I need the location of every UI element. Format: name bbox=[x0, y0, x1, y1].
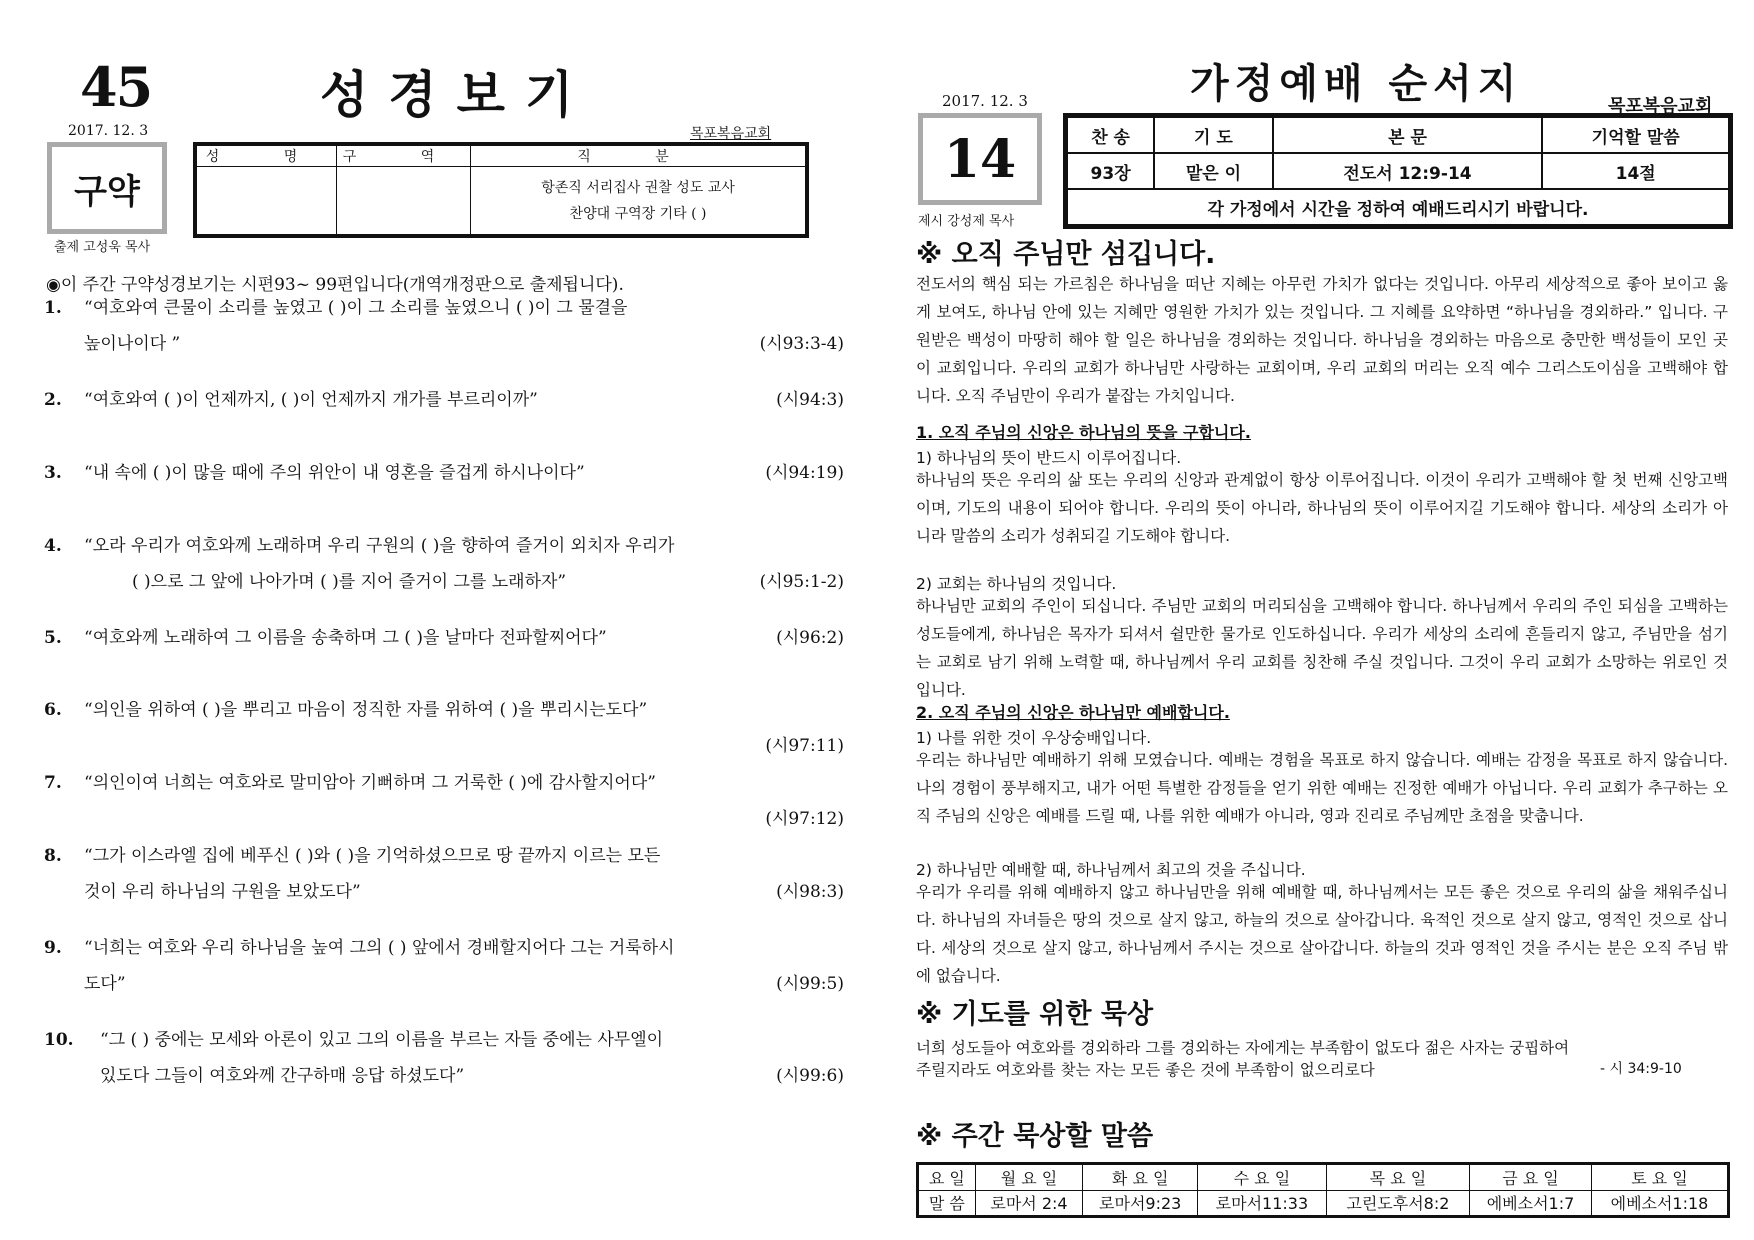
question-line2: ( )으로 그 앞에 나아가며 ( )를 지어 즐거이 그를 노래하자” bbox=[132, 572, 567, 592]
question-10 bbox=[44, 1022, 844, 1094]
word-label: 말 씀 bbox=[919, 1190, 976, 1216]
right-church-name: 목포복음교회 bbox=[1608, 96, 1713, 117]
service-order-table bbox=[1063, 113, 1733, 229]
memory-verse-header: 기억할 말씀 bbox=[1542, 117, 1729, 153]
section-title-2: ※ 기도를 위한 묵상 bbox=[916, 999, 1154, 1030]
question-line1: “오라 우리가 여호와께 노래하며 우리 구원의 ( )을 향하여 즐거이 외치자 우리가 bbox=[84, 536, 675, 556]
text-header: 본 문 bbox=[1273, 117, 1543, 153]
question-line1: “여호와여 ( )이 언제까지, ( )이 언제까지 개가를 부르리이까” bbox=[84, 390, 538, 410]
question-number: 6. bbox=[44, 700, 62, 720]
tuesday-header: 화 요 일 bbox=[1083, 1165, 1198, 1191]
weekly-verse-table bbox=[916, 1162, 1730, 1218]
position-options bbox=[471, 167, 806, 235]
point-1-2-body: 하나님만 교회의 주인이 되십니다. 주님만 교회의 머리되심을 고백해야 합니다. 하나님께서 우리의 주인 되심을 고백하는 성도들에게, 하나님은 목자가 되셔서 쉴만한 물가로 인도하십니다. 우리가 세상의 소리에 흔들리지 않고, 주님만을 섬기는 교회로 남기 위해 노력할 때, 하나님께서 우리 교회를 칭찬해 주실 것입니다. 그것이 우리 교회가 소망하는 위로인 것입니다. bbox=[916, 597, 1728, 699]
question-line2: 있도다 그들이 여호와께 간구하매 응답 하셨도다” bbox=[100, 1066, 465, 1086]
verse-reference: (시96:2) bbox=[776, 628, 844, 648]
question-number: 7. bbox=[44, 773, 62, 793]
meditation-line-2: 주릴지라도 여호와를 찾는 자는 모든 좋은 것에 부족함이 없으리로다 bbox=[916, 1061, 1375, 1079]
position-options-line1: 항존직 서리집사 권찰 성도 교사 bbox=[541, 179, 735, 196]
point-1-title: 1. 오직 주님의 신앙은 하나님의 뜻을 구합니다. bbox=[916, 423, 1251, 442]
prayer-header: 기 도 bbox=[1154, 117, 1272, 153]
tuesday-verse: 로마서9:23 bbox=[1083, 1190, 1198, 1216]
left-author: 출제 고성욱 목사 bbox=[54, 240, 151, 255]
question-line1: “너희는 여호와 우리 하나님을 높여 그의 ( ) 앞에서 경배할지어다 그는 거룩하시 bbox=[84, 938, 675, 958]
verse-reference: (시99:6) bbox=[776, 1066, 844, 1086]
text-value: 전도서 12:9-14 bbox=[1273, 153, 1543, 189]
right-author: 제시 강성제 목사 bbox=[918, 214, 1015, 229]
question-5 bbox=[44, 620, 844, 656]
left-date: 2017. 12. 3 bbox=[68, 123, 149, 139]
question-line1: “의인을 위하여 ( )을 뿌리고 마음이 정직한 자를 위하여 ( )을 뿌리시는도다” bbox=[84, 700, 648, 720]
question-line1: “여호와께 노래하여 그 이름을 송축하며 그 ( )을 날마다 전파할찌어다” bbox=[84, 628, 607, 648]
question-1 bbox=[44, 290, 844, 362]
service-note: 각 가정에서 시간을 정하여 예배드리시기 바랍니다. bbox=[1067, 189, 1729, 225]
prayer-value: 맡은 이 bbox=[1154, 153, 1272, 189]
section-1-body: 전도서의 핵심 되는 가르침은 하나님을 떠난 지혜는 아무런 가치가 없다는 것입니다. 아무리 세상적으로 좋아 보이고 옳게 보여도, 하나님 안에 있는 지혜만 영원한 가치가 있는 것입니다. 그 지혜를 요약하면 “하나님을 경외하라.” 입니다. 구원받은 백성이 마땅히 해야 할 일은 하나님을 경외하는 것입니다. 하나님을 경외하는 마음으로 충만한 백성들이 모인 곳이 교회입니다. 우리의 교회가 하나님만 사랑하는 교회이며, 우리 교회의 머리는 오직 예수 그리스도이심을 고백해야 합니다. 오직 주님만이 우리가 붙잡는 가치입니다. bbox=[916, 275, 1728, 405]
point-2-2-body: 우리가 우리를 위해 예배하지 않고 하나님만을 위해 예배할 때, 하나님께서는 모든 좋은 것으로 우리의 삶을 채워주십니다. 하나님의 자녀들은 땅의 것으로 살지 않고, 하늘의 것으로 살아갑니다. 육적인 것으로 살지 않고, 영적인 것으로 삽니다. 세상의 것으로 살지 않고, 하나님께서 주시는 것으로 살아갑니다. 하늘의 것과 영적인 것을 주시는 분은 오직 주님 밖에 없습니다. bbox=[916, 883, 1728, 985]
question-4 bbox=[44, 528, 844, 600]
wednesday-header: 수 요 일 bbox=[1198, 1165, 1327, 1191]
sheet-number: 45 bbox=[80, 55, 152, 119]
point-2-1-heading: 1) 나를 위한 것이 우상숭배입니다. bbox=[916, 729, 1152, 747]
friday-header: 금 요 일 bbox=[1470, 1165, 1592, 1191]
position-options-line2: 찬양대 구역장 기타 ( ) bbox=[569, 205, 707, 222]
point-2-2-heading: 2) 하나님만 예배할 때, 하나님께서 최고의 것을 주십니다. bbox=[916, 861, 1306, 879]
hymn-header: 찬 송 bbox=[1067, 117, 1154, 153]
section-title-3: ※ 주간 묵상할 말씀 bbox=[916, 1121, 1154, 1152]
monday-header: 월 요 일 bbox=[975, 1165, 1083, 1191]
verse-reference: (시98:3) bbox=[776, 882, 844, 902]
position-header: 직 분 bbox=[471, 146, 806, 167]
old-testament-badge: 구약 bbox=[47, 142, 167, 234]
question-number: 5. bbox=[44, 628, 62, 648]
question-number: 9. bbox=[44, 938, 62, 958]
monday-verse: 로마서 2:4 bbox=[975, 1190, 1083, 1216]
question-number: 10. bbox=[44, 1030, 74, 1050]
name-header: 성 명 bbox=[197, 146, 337, 167]
weekly-notice: ◉이 주간 구약성경보기는 시편93~ 99편입니다(개역개정판으로 출제됩니다). bbox=[46, 275, 624, 295]
verse-reference: (시93:3-4) bbox=[759, 334, 844, 354]
section-title-1: ※ 오직 주님만 섬깁니다. bbox=[916, 239, 1216, 270]
question-line1: “의인이여 너희는 여호와로 말미암아 기뻐하며 그 거룩한 ( )에 감사할지어다” bbox=[84, 773, 656, 793]
question-number: 3. bbox=[44, 463, 62, 483]
question-line1: “그 ( ) 중에는 모세와 아론이 있고 그의 이름을 부르는 자들 중에는 사무엘이 bbox=[100, 1030, 664, 1050]
question-number: 4. bbox=[44, 536, 62, 556]
verse-reference: (시94:3) bbox=[776, 390, 844, 410]
memory-verse-value: 14절 bbox=[1542, 153, 1729, 189]
day-header: 요 일 bbox=[919, 1165, 976, 1191]
wednesday-verse: 로마서11:33 bbox=[1198, 1190, 1327, 1216]
question-9 bbox=[44, 930, 844, 1002]
question-3 bbox=[44, 455, 844, 491]
verse-reference: (시94:19) bbox=[765, 463, 844, 483]
question-7 bbox=[44, 765, 844, 829]
saturday-verse: 에베소서1:18 bbox=[1591, 1190, 1727, 1216]
question-line1: “내 속에 ( )이 많을 때에 주의 위안이 내 영혼을 즐겁게 하시나이다” bbox=[84, 463, 585, 483]
verse-reference: (시97:12) bbox=[765, 809, 844, 829]
verse-reference: (시97:11) bbox=[765, 736, 844, 756]
name-field[interactable] bbox=[197, 167, 337, 235]
question-line1: “여호와여 큰물이 소리를 높였고 ( )이 그 소리를 높였으니 ( )이 그 물결을 bbox=[84, 298, 628, 318]
left-page-title: 성경보기 bbox=[320, 65, 594, 124]
verse-reference: (시99:5) bbox=[776, 974, 844, 994]
left-church-name: 목포복음교회 bbox=[690, 126, 772, 142]
point-2-title: 2. 오직 주님의 신앙은 하나님만 예배합니다. bbox=[916, 703, 1230, 722]
question-number: 8. bbox=[44, 846, 62, 866]
friday-verse: 에베소서1:7 bbox=[1470, 1190, 1592, 1216]
question-6 bbox=[44, 692, 844, 756]
point-2-1-body: 우리는 하나님만 예배하기 위해 모였습니다. 예배는 경험을 목표로 하지 않습니다. 예배는 감정을 목표로 하지 않습니다. 나의 경험이 풍부해지고, 내가 어떤 특별한 감정들을 얻기 위한 예배는 진정한 예배가 아닙니다. 우리 교회가 추구하는 오직 주님의 신앙은 예배를 드릴 때, 나를 위한 예배가 아니라, 영과 진리로 주님께만 초점을 맞춥니다. bbox=[916, 751, 1728, 825]
order-number-badge: 14 bbox=[918, 113, 1042, 205]
point-1-2-heading: 2) 교회는 하나님의 것입니다. bbox=[916, 575, 1117, 593]
question-line2: 도다” bbox=[84, 974, 126, 994]
district-header: 구 역 bbox=[337, 146, 471, 167]
saturday-header: 토 요 일 bbox=[1591, 1165, 1727, 1191]
point-1-1-body: 하나님의 뜻은 우리의 삶 또는 우리의 신앙과 관계없이 항상 이루어집니다. 이것이 우리가 고백해야 할 첫 번째 신앙고백이며, 기도의 내용이 되어야 합니다. 우리의 뜻이 아니라, 하나님의 뜻이 이루어지길 기도해야 합니다. 세상의 소리가 아니라 말씀의 소리가 성취되길 기도해야 합니다. bbox=[916, 471, 1728, 545]
question-8 bbox=[44, 838, 844, 910]
right-page-title: 가정예배 순서지 bbox=[1190, 61, 1523, 107]
question-2 bbox=[44, 382, 844, 418]
question-line2: 것이 우리 하나님의 구원을 보았도다” bbox=[84, 882, 361, 902]
member-info-table bbox=[193, 142, 809, 238]
question-number: 1. bbox=[44, 298, 62, 318]
verse-reference: (시95:1-2) bbox=[759, 572, 844, 592]
question-line1: “그가 이스라엘 집에 베푸신 ( )와 ( )을 기억하셨으므로 땅 끝까지 이르는 모든 bbox=[84, 846, 661, 866]
point-1-1-heading: 1) 하나님의 뜻이 반드시 이루어집니다. bbox=[916, 449, 1182, 467]
district-field[interactable] bbox=[337, 167, 471, 235]
right-date: 2017. 12. 3 bbox=[942, 92, 1028, 110]
thursday-verse: 고린도후서8:2 bbox=[1326, 1190, 1469, 1216]
meditation-line-1: 너희 성도들아 여호와를 경외하라 그를 경외하는 자에게는 부족함이 없도다 젊은 사자는 궁핍하여 bbox=[916, 1039, 1570, 1057]
thursday-header: 목 요 일 bbox=[1326, 1165, 1469, 1191]
hymn-value: 93장 bbox=[1067, 153, 1154, 189]
question-line2: 높이나이다 ” bbox=[84, 334, 181, 354]
meditation-reference: - 시 34:9-10 bbox=[1600, 1061, 1682, 1077]
question-number: 2. bbox=[44, 390, 62, 410]
